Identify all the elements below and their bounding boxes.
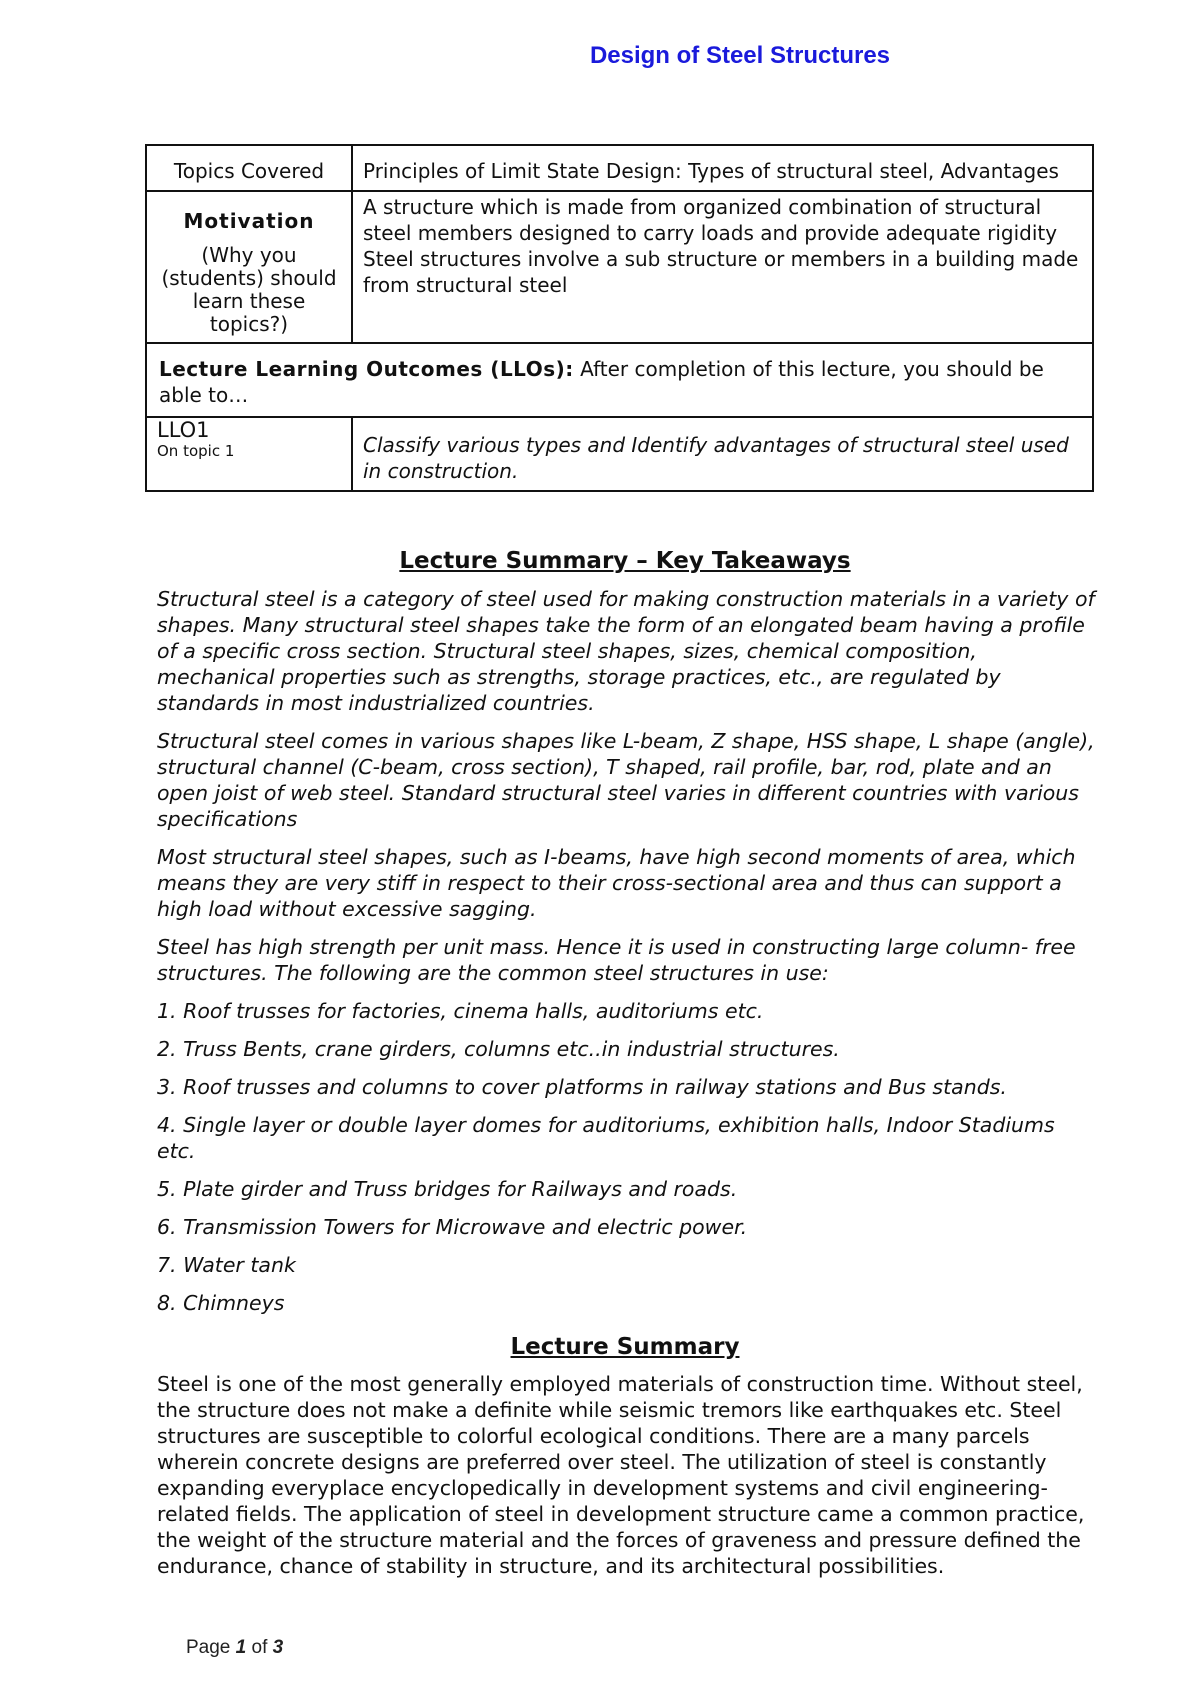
topics-value: Principles of Limit State Design: Types of structural steel, Advantages <box>352 145 1093 191</box>
page-total: 3 <box>272 1637 284 1658</box>
takeaway-paragraph: Structural steel is a category of steel used for making construction materials in a variety of shapes. Many structural steel shapes take the form of an elongated beam having a profile of a specific cross section. Structural steel shapes, sizes, chemical composition, mechanical properties such as strengths, storage practices, etc., are regulated by standards in most industrialized countries. <box>157 587 1095 715</box>
motivation-row <box>146 191 1093 343</box>
list-item: 4. Single layer or double layer domes for auditoriums, exhibition halls, Indoor Stadiums etc. <box>157 1113 1055 1163</box>
motivation-text-2: Steel structures involve a sub structure or members in a building made from structural steel <box>363 247 1079 297</box>
llo1-row <box>146 417 1093 491</box>
llo-code: LLO1 <box>157 418 210 442</box>
lecture-summary-body <box>157 1371 1097 1591</box>
topics-row <box>146 145 1093 191</box>
summary-paragraph: Steel is one of the most generally employed materials of construction time. Without steel, the structure does not make a definite while seismic tremors like earthquakes etc. Steel structures are susceptible to colorful ecological conditions. There are a many parcels wherein concrete designs are preferred over steel. The utilization of steel is constantly expanding everyplace encyclopedically in development systems and civil engineering- related fields. The application of steel in development structure came a common practice, the weight of the structure material and the forces of graveness and pressure defined the endurance, chance of stability in structure, and its architectural possibilities. <box>157 1372 1085 1578</box>
llo-topic: On topic 1 <box>157 442 235 460</box>
of-label: of <box>246 1637 273 1658</box>
key-takeaways-heading: Lecture Summary – Key Takeaways <box>399 548 851 574</box>
document-header <box>0 42 1200 70</box>
page-footer <box>186 1637 283 1659</box>
list-item: 2. Truss Bents, crane girders, columns etc..in industrial structures. <box>157 1037 840 1061</box>
llo-heading: Lecture Learning Outcomes (LLOs): <box>159 357 574 381</box>
list-item: 5. Plate girder and Truss bridges for Railways and roads. <box>157 1177 738 1201</box>
llo-intro: After completion of this lecture, you should be able to… <box>159 357 1044 407</box>
list-item: 6. Transmission Towers for Microwave and electric power. <box>157 1215 748 1239</box>
list-item: 3. Roof trusses and columns to cover platforms in railway stations and Bus stands. <box>157 1075 1007 1099</box>
llo-heading-row <box>146 343 1093 417</box>
takeaway-paragraph: Steel has high strength per unit mass. Hence it is used in constructing large column- free structures. The following are the common steel structures in use: <box>157 935 1076 985</box>
list-item: 8. Chimneys <box>157 1291 285 1315</box>
motivation-label-cell <box>146 191 352 343</box>
key-takeaways-body <box>157 586 1097 1328</box>
motivation-text-cell <box>352 191 1093 343</box>
llo-heading-cell <box>146 343 1093 417</box>
motivation-sub: (Why you (students) should learn these topics?) <box>161 243 337 336</box>
list-item: 7. Water tank <box>157 1253 296 1277</box>
llo-text: Classify various types and Identify advantages of structural steel used in construction. <box>352 417 1093 491</box>
motivation-text-1: A structure which is made from organized combination of structural steel members designed to carry loads and provide adequate rigidity <box>363 195 1058 245</box>
topics-label: Topics Covered <box>146 145 352 191</box>
takeaway-paragraph: Structural steel comes in various shapes like L-beam, Z shape, HSS shape, L shape (angle), structural channel (C-beam, cross section), T shaped, rail profile, bar, rod, plate and an open joist of web steel. Standard structural steel varies in different countries with various specifications <box>157 729 1095 831</box>
lecture-summary-heading: Lecture Summary <box>510 1334 740 1360</box>
page-number: 1 <box>235 1637 247 1658</box>
takeaway-paragraph: Most structural steel shapes, such as I-beams, have high second moments of area, which means they are very stiff in respect to their cross-sectional area and thus can support a high load without excessive sagging. <box>157 845 1076 921</box>
lecture-info-table <box>145 144 1094 492</box>
document-title: Design of Steel Structures <box>589 42 891 69</box>
list-item: 1. Roof trusses for factories, cinema halls, auditoriums etc. <box>157 999 764 1023</box>
steel-uses-list <box>157 998 1097 1316</box>
llo-id-cell <box>146 417 352 491</box>
page-label: Page <box>186 1637 236 1658</box>
motivation-label: Motivation <box>183 209 315 233</box>
